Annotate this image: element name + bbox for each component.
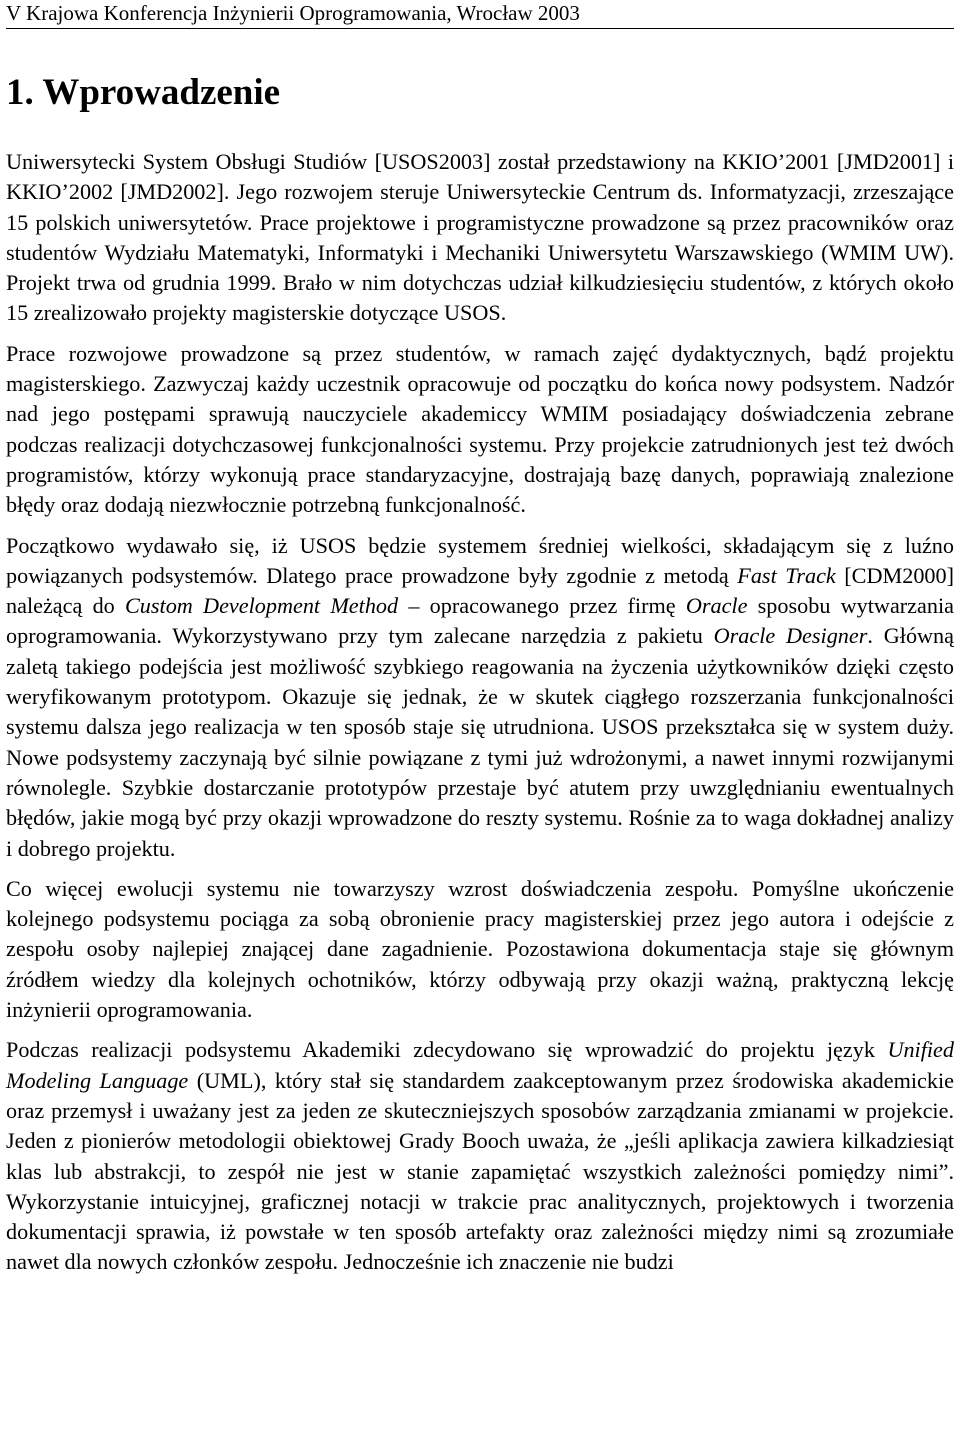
paragraph-text: Co więcej ewolucji systemu nie towarzyszy wzrost doświadczenia zespołu. Pomyślne ukończenie kolejnego podsystemu pociąga za sobą obronienie pracy magisterskiej przez jego autora i odejście z zespołu osoby najlepiej znającej dane zagadnienie. Pozostawiona dokumentacja staje się głównym źródłem wiedzy dla kolejnych ochotników, którzy odbywają przy okazji ważną, praktyczną lekcję inżynierii oprogramowania. <box>6 875 954 1023</box>
paragraph-text: Uniwersytecki System Obsługi Studiów [USOS2003] został przedstawiony na KKIO’2001 [JMD2001] i KKIO’2002 [JMD2002]. Jego rozwojem steruje Uniwersyteckie Centrum ds. Informatyzacji, zrzeszające 15 polskich uniwersytetów. Prace projektowe i programistyczne prowadzone są przez pracowników oraz studentów Wydziału Matematyki, Informatyki i Mechaniki Uniwersytetu Warszawskiego (WMIM UW). Projekt trwa od grudnia 1999. Brało w nim dotychczas udział kilkudziesięciu studentów, z których około 15 zrealizowało projekty magisterskie dotyczące USOS. <box>6 149 954 326</box>
italic-term: Oracle <box>685 593 748 619</box>
section-title: 1. Wprowadzenie <box>6 72 281 113</box>
paragraph-methodology <box>6 531 954 864</box>
paragraph-text: . Główną zaletą takiego podejścia jest możliwość szybkiego reagowania na życzenia użytkowników dzięki często weryfikowanym prototypom. Okazuje się jednak, że w skutek ciągłego rozszerzania funkcjonalności systemu dalsza jego realizacja w ten sposób staje się utrudniona. USOS przekształca się w system duży. Nowe podsystemy zaczynają być silnie powiązane z tymi już wdrożonymi, a nawet innymi rozwijanymi równolegle. Szybkie dostarczanie prototypów przestaje być atutem przy uwzględnianiu ewentualnych błędów, jakie mogą być przy okazji wprowadzone do reszty systemu. Rośnie za to waga dokładnej analizy i dobrego projektu. <box>6 623 955 861</box>
paragraph-text: [CDM2000] należącą do <box>6 562 954 619</box>
italic-term: Unified Modeling Language <box>6 1037 954 1093</box>
running-header: V Krajowa Konferencja Inżynierii Oprogramowania, Wrocław 2003 <box>6 0 954 29</box>
paragraph-text: Prace rozwojowe prowadzone są przez studentów, w ramach zajęć dydaktycznych, bądź projektu magisterskiego. Zazwyczaj każdy uczestnik opracowuje od początku do końca nowy podsystem. Nadzór nad jego postępami sprawują nauczyciele akademiccy WMIM posiadający doświadczenia zebrane podczas realizacji dotychczasowej funkcjonalności systemu. Przy projekcie zatrudnionych jest też dwóch programistów, którzy wykonują prace standaryzacyjne, dostrajają bazę danych, poprawiają znalezione błędy oraz dodają niezwłocznie potrzebną funkcjonalność. <box>6 340 954 518</box>
paragraph-team-experience <box>6 874 954 1025</box>
paragraph-uml <box>6 1035 954 1277</box>
paragraph-development-work <box>6 339 954 521</box>
paragraph-text: (UML), który stał się standardem zaakceptowanym przez środowiska akademickie oraz przemysł i uważany jest za jeden ze skuteczniejszych sposobów zarządzania zmianami w projekcie. Jeden z pionierów metodologii obiektowej Grady Booch uważa, że „jeśli aplikacja zawiera kilkadziesiąt klas lub abstrakcji, to zespół nie jest w stanie zapamiętać wszystkich zależności pomiędzy nimi”. Wykorzystanie intuicyjnej, graficznej notacji w trakcie prac analitycznych, projektowych i tworzenia dokumentacji sprawia, iż powstałe w ten sposób artefakty oraz zależności między nimi są zrozumiałe nawet dla nowych członków zespołu. Jednocześnie ich znaczenie nie budzi <box>6 1067 954 1275</box>
italic-term: Fast Track <box>737 562 836 588</box>
italic-term: Oracle Designer <box>713 623 868 649</box>
paragraph-intro <box>6 147 954 329</box>
paragraph-text: Podczas realizacji podsystemu Akademiki zdecydowano się wprowadzić do projektu język <box>6 1037 888 1063</box>
paragraph-text: – opracowanego przez firmę <box>398 593 686 619</box>
paragraph-text: sposobu wytwarzania oprogramowania. Wykorzystywano przy tym zalecane narzędzia z pakietu <box>6 593 954 649</box>
italic-term: Custom Development Method <box>125 593 399 619</box>
paragraph-text: Początkowo wydawało się, iż USOS będzie systemem średniej wielkości, składającym się z luźno powiązanych podsystemów. Dlatego prace prowadzone były zgodnie z metodą <box>6 532 954 588</box>
